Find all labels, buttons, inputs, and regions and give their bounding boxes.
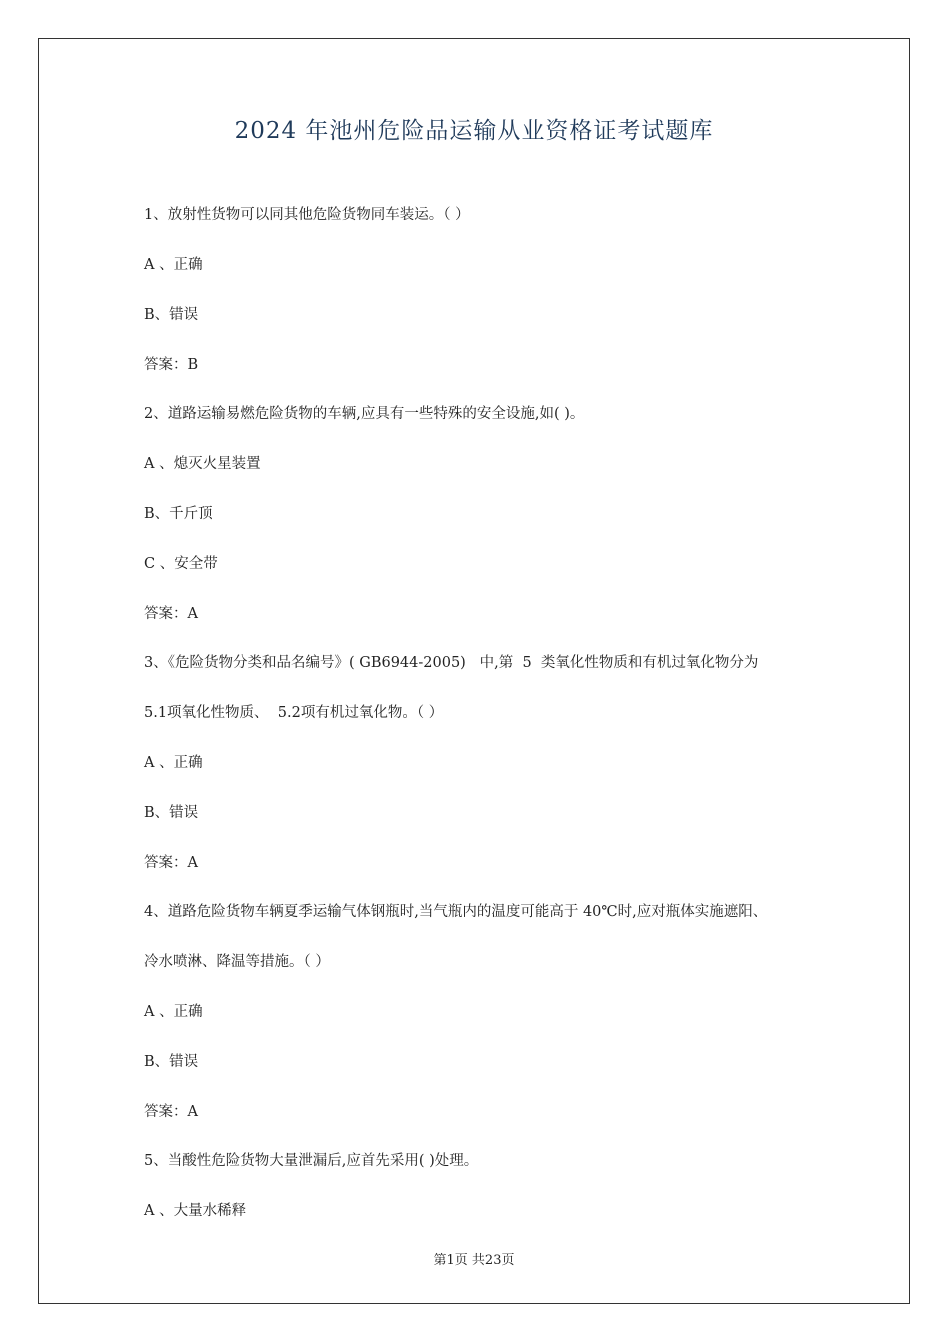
- question-3-option-a: A 、正确: [144, 755, 203, 771]
- question-1-option-b: B、错误: [144, 307, 199, 323]
- question-5-text: 5、当酸性危险货物大量泄漏后,应首先采用( )处理。: [144, 1153, 479, 1169]
- question-3-answer: 答案：A: [144, 855, 198, 871]
- question-2-answer: 答案：A: [144, 606, 198, 622]
- question-3-option-b: B、错误: [144, 805, 199, 821]
- question-5-option-a: A 、大量水稀释: [144, 1203, 247, 1219]
- question-4-option-b: B、错误: [144, 1054, 199, 1070]
- question-4-text: 4、道路危险货物车辆夏季运输气体钢瓶时,当气瓶内的温度可能高于 40℃时,应对瓶体实施遮阳、: [144, 904, 768, 920]
- page-footer: 第1页 共23页: [433, 1253, 515, 1268]
- question-2-text: 2、道路运输易燃危险货物的车辆,应具有一些特殊的安全设施,如( )。: [144, 406, 585, 422]
- question-3-text-continued: 5.1项氧化性物质、 5.2项有机过氧化物。（ ）: [144, 705, 444, 721]
- question-4-text-continued: 冷水喷淋、降温等措施。（ ）: [144, 954, 330, 970]
- question-1-option-a: A 、正确: [144, 257, 203, 273]
- question-2-option-b: B、千斤顶: [144, 506, 213, 522]
- question-4-answer: 答案：A: [144, 1104, 198, 1120]
- question-2-option-a: A 、熄灭火星装置: [144, 456, 261, 472]
- document-title: 2024 年池州危险品运输从业资格证考试题库: [234, 118, 714, 144]
- question-1-answer: 答案：B: [144, 357, 199, 373]
- question-3-text: 3、《危险货物分类和品名编号》( GB6944-2005) 中,第 5 类氧化性物质和有机过氧化物分为: [144, 655, 759, 671]
- question-4-option-a: A 、正确: [144, 1004, 203, 1020]
- question-2-option-c: C 、安全带: [144, 556, 218, 572]
- question-1-text: 1、放射性货物可以同其他危险货物同车装运。（ ）: [144, 207, 470, 223]
